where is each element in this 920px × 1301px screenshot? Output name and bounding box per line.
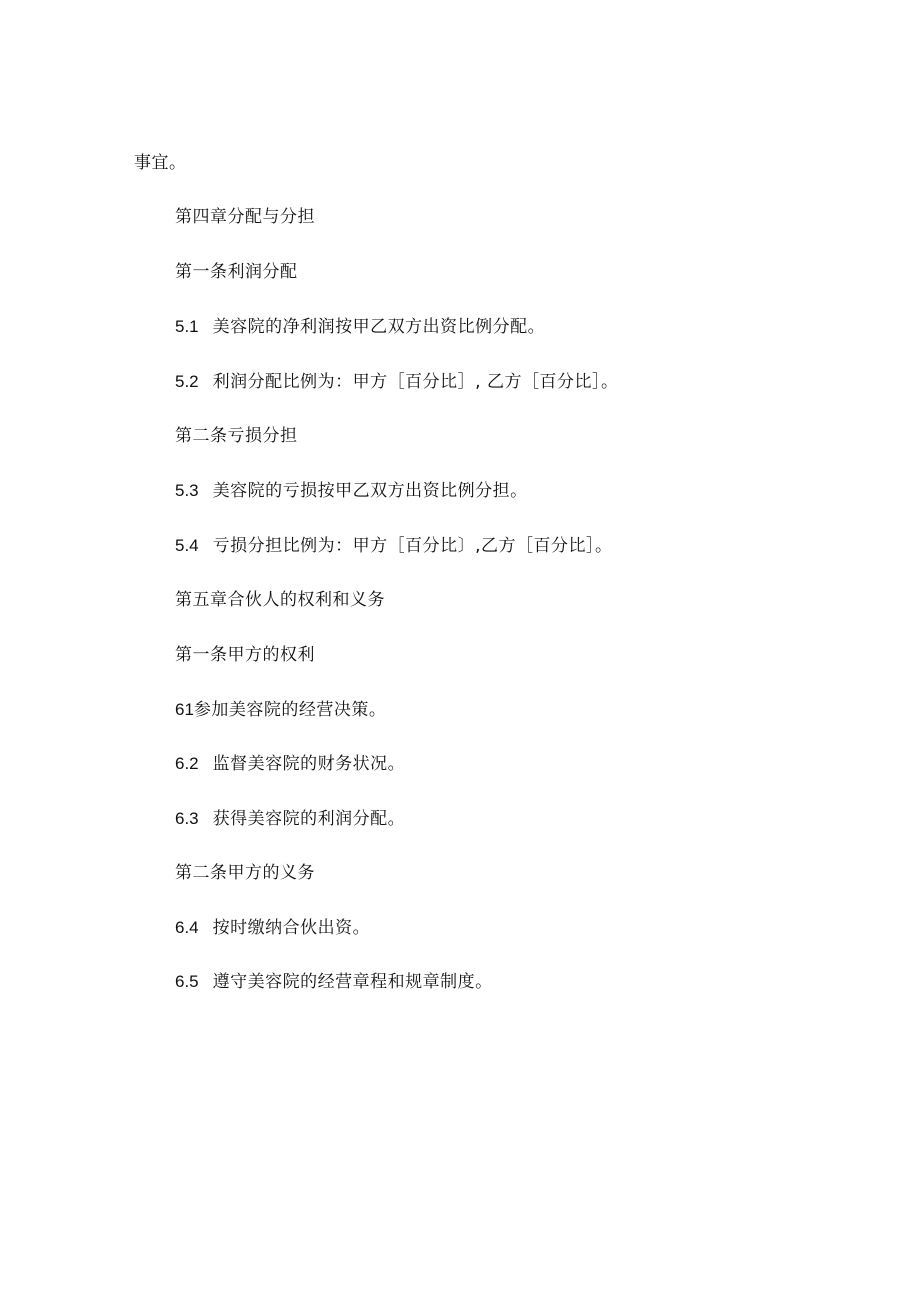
- clause-text: 遵守美容院的经营章程和规章制度。: [212, 972, 493, 992]
- clause-text: 监督美容院的财务状况。: [212, 754, 406, 774]
- clause-text: 获得美容院的利润分配。: [212, 809, 406, 829]
- line-text: 第一条甲方的权利: [175, 645, 315, 665]
- line-text: 事宜。: [134, 153, 187, 173]
- chapter-heading: [175, 206, 315, 228]
- paragraph-continuation: [134, 152, 187, 174]
- clause-text: 亏损分担比例为：甲方［百分比〕,乙方［百分比］。: [212, 536, 613, 556]
- clause-number: 6.2: [175, 754, 199, 773]
- chapter-heading: [175, 589, 385, 611]
- clause-text: 按时缴纳合伙出资。: [212, 918, 371, 938]
- clause-number: 5.4: [175, 536, 199, 555]
- clause-text: 参加美容院的经营决策。: [193, 700, 387, 720]
- clause-number: 6.5: [175, 972, 199, 991]
- clause-text: 美容院的亏损按甲乙双方出资比例分担。: [212, 481, 528, 501]
- line-text: 第二条甲方的义务: [175, 863, 315, 883]
- clause-item: [175, 699, 386, 721]
- line-text: 第四章分配与分担: [175, 207, 315, 227]
- clause-text: 利润分配比例为：甲方［百分比］, 乙方［百分比］。: [212, 372, 619, 392]
- clause-number: 6.3: [175, 809, 199, 828]
- clause-number: 61: [175, 700, 194, 719]
- clause-number: 5.3: [175, 481, 199, 500]
- clause-item: [175, 917, 370, 939]
- clause-text: 美容院的净利润按甲乙双方出资比例分配。: [212, 317, 546, 337]
- article-heading: [175, 644, 315, 666]
- clause-item: [175, 808, 405, 830]
- clause-number: 5.2: [175, 372, 199, 391]
- clause-number: 5.1: [175, 317, 199, 336]
- clause-item: [175, 316, 545, 338]
- clause-number: 6.4: [175, 918, 199, 937]
- clause-item: [175, 535, 613, 557]
- line-text: 第五章合伙人的权利和义务: [175, 590, 385, 610]
- line-text: 第一条利润分配: [175, 262, 298, 282]
- article-heading: [175, 862, 315, 884]
- clause-item: [175, 753, 405, 775]
- clause-item: [175, 480, 528, 502]
- clause-item: [175, 971, 493, 993]
- line-text: 第二条亏损分担: [175, 426, 298, 446]
- article-heading: [175, 425, 298, 447]
- article-heading: [175, 261, 298, 283]
- clause-item: [175, 371, 618, 393]
